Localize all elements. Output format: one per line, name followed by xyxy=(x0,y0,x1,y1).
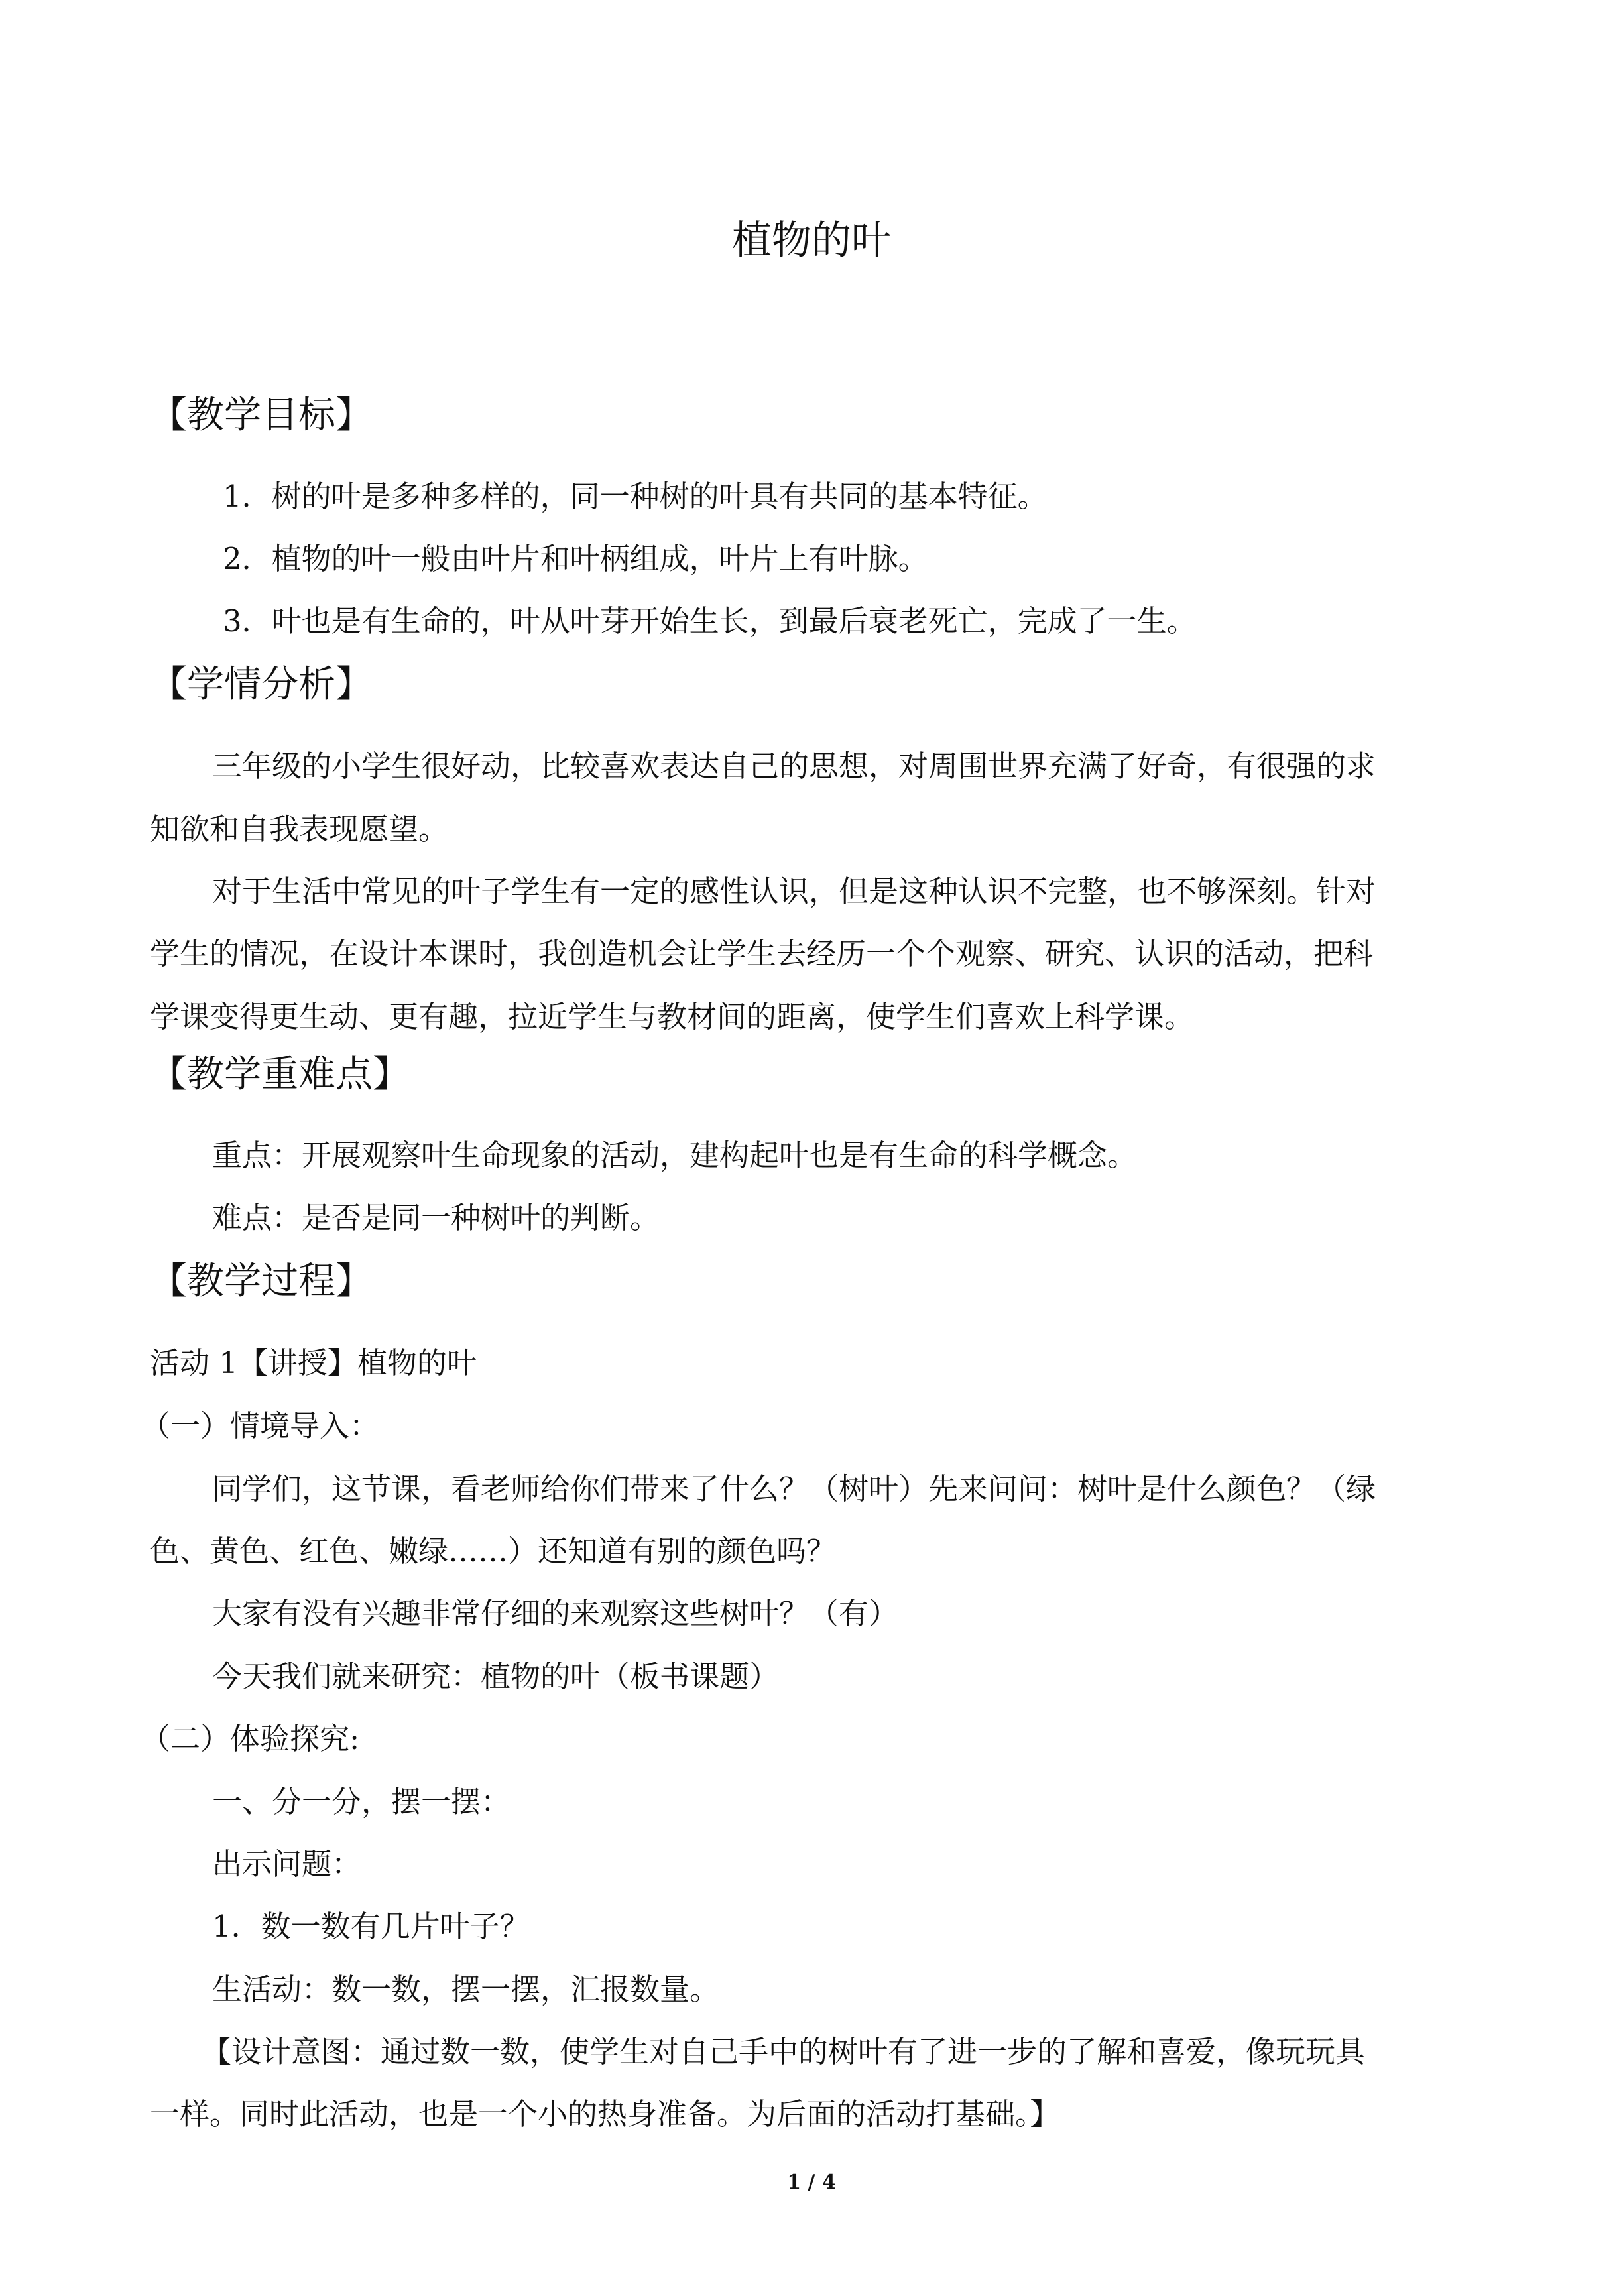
analysis-line-5: 学课变得更生动、更有趣，拉近学生与教材间的距离，使学生们喜欢上科学课。 xyxy=(150,999,1195,1034)
objective-item-3: 3．叶也是有生命的，叶从叶芽开始生长，到最后衰老死亡，完成了一生。 xyxy=(223,603,1197,638)
part1-line-3: 大家有没有兴趣非常仔细的来观察这些树叶？（有） xyxy=(212,1596,899,1631)
part2-line-3: 1．数一数有几片叶子？ xyxy=(212,1909,530,1944)
part2-line-4: 生活动：数一数，摆一摆，汇报数量。 xyxy=(212,1972,720,2007)
analysis-line-4: 学生的情况，在设计本课时，我创造机会让学生去经历一个个观察、研究、认识的活动，把科 xyxy=(150,936,1374,971)
key-point-line: 重点：开展观察叶生命现象的活动，建构起叶也是有生命的科学概念。 xyxy=(212,1138,1138,1173)
analysis-line-1: 三年级的小学生很好动，比较喜欢表达自己的思想，对周围世界充满了好奇，有很强的求 xyxy=(212,749,1376,784)
heading-teaching-objectives: 【教学目标】 xyxy=(150,394,373,437)
activity-title: 活动 1【讲授】植物的叶 xyxy=(150,1345,477,1380)
part1-line-1: 同学们，这节课，看老师给你们带来了什么？（树叶）先来问问：树叶是什么颜色？（绿 xyxy=(212,1471,1376,1506)
part1-line-2: 色、黄色、红色、嫩绿……）还知道有别的颜色吗？ xyxy=(150,1534,837,1569)
page-number: 1 / 4 xyxy=(787,2171,836,2194)
heading-teaching-process: 【教学过程】 xyxy=(150,1260,373,1303)
difficult-point-line: 难点：是否是同一种树叶的判断。 xyxy=(212,1200,660,1235)
part2-line-2: 出示问题： xyxy=(212,1846,362,1882)
analysis-line-3: 对于生活中常见的叶子学生有一定的感性认识，但是这种认识不完整，也不够深刻。针对 xyxy=(212,874,1376,909)
part2-title: （二）体验探究: xyxy=(141,1721,360,1756)
part1-line-4: 今天我们就来研究：植物的叶（板书课题） xyxy=(212,1659,780,1694)
heading-learner-analysis: 【学情分析】 xyxy=(150,663,373,706)
analysis-line-2: 知欲和自我表现愿望。 xyxy=(150,812,449,847)
document-title: 植物的叶 xyxy=(732,217,891,264)
heading-key-difficult-points: 【教学重难点】 xyxy=(150,1053,410,1096)
part1-title: （一）情境导入： xyxy=(141,1408,380,1443)
objective-item-2: 2．植物的叶一般由叶片和叶柄组成，叶片上有叶脉。 xyxy=(223,541,928,576)
objective-item-1: 1．树的叶是多种多样的，同一种树的叶具有共同的基本特征。 xyxy=(223,479,1048,514)
part2-line-1: 一、分一分，摆一摆： xyxy=(212,1784,511,1819)
design-intent-line-2: 一样。同时此活动，也是一个小的热身准备。为后面的活动打基础。】 xyxy=(150,2096,1060,2132)
design-intent-line-1: 【设计意图：通过数一数，使学生对自己手中的树叶有了进一步的了解和喜爱，像玩玩具 xyxy=(202,2034,1366,2069)
